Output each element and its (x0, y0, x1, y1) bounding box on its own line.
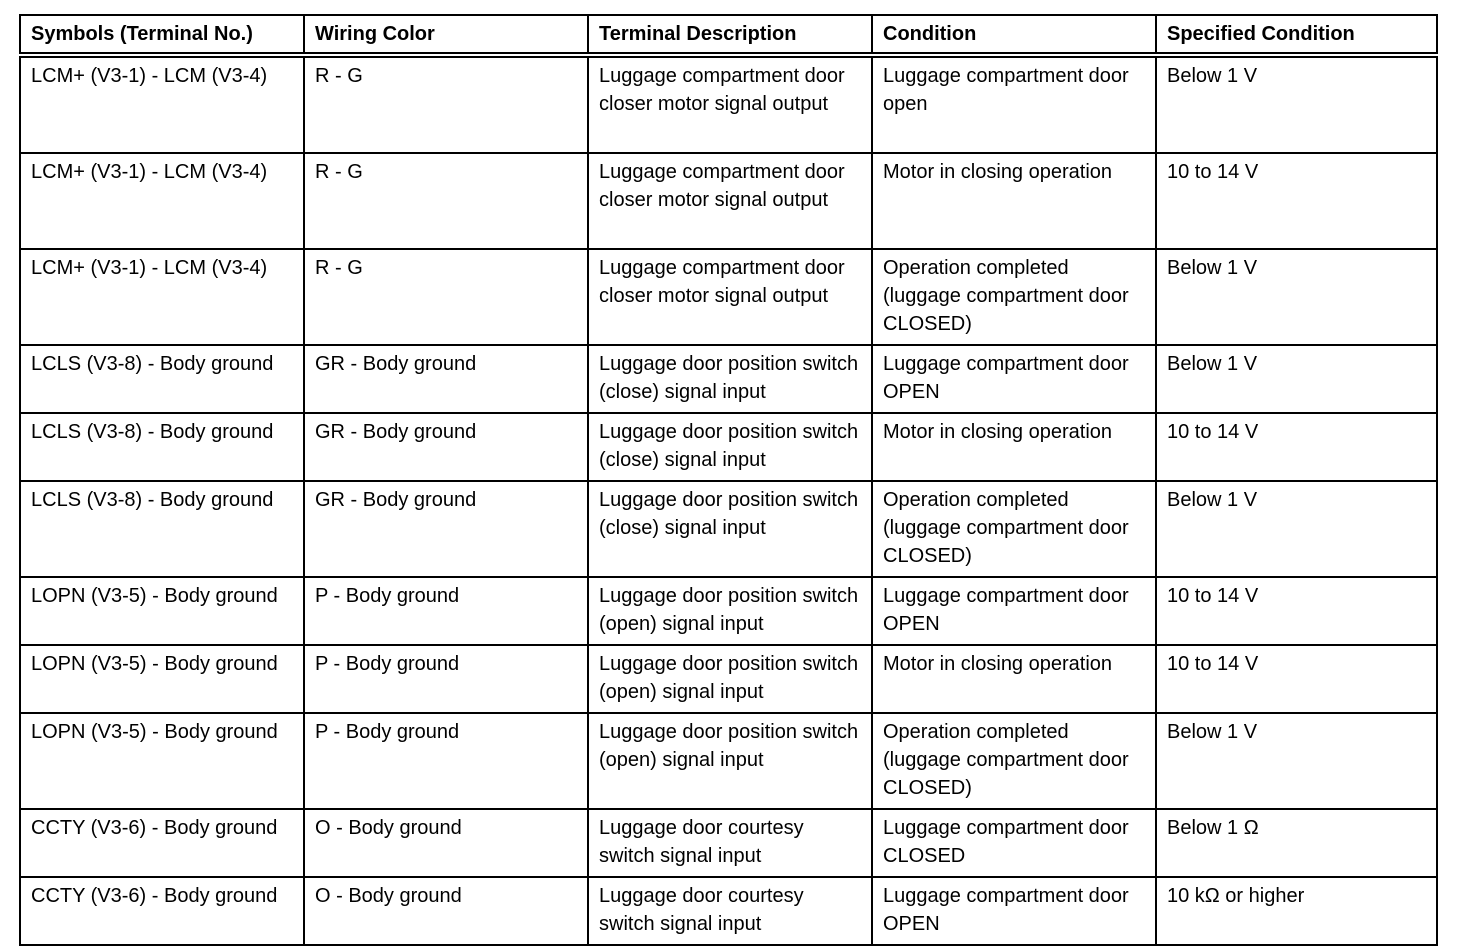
cell-terminal-description: Luggage door position switch (close) signal input (588, 481, 872, 577)
cell-terminal-description: Luggage door position switch (close) signal input (588, 413, 872, 481)
cell-specified-condition: 10 to 14 V (1156, 645, 1437, 713)
cell-wiring-color: O - Body ground (304, 809, 588, 877)
cell-terminal-description: Luggage compartment door closer motor signal output (588, 249, 872, 345)
cell-wiring-color: R - G (304, 249, 588, 345)
terminal-spec-table (19, 14, 1438, 946)
cell-terminal-description: Luggage door courtesy switch signal input (588, 877, 872, 945)
table-row (20, 577, 1437, 645)
table-row (20, 809, 1437, 877)
cell-wiring-color: GR - Body ground (304, 345, 588, 413)
header-terminal-description: Terminal Description (588, 15, 872, 55)
cell-wiring-color: GR - Body ground (304, 413, 588, 481)
cell-terminal-description: Luggage door position switch (close) signal input (588, 345, 872, 413)
cell-symbols: LCM+ (V3-1) - LCM (V3-4) (20, 249, 304, 345)
table-header (20, 15, 1437, 55)
cell-condition: Luggage compartment door OPEN (872, 877, 1156, 945)
cell-terminal-description: Luggage door position switch (open) signal input (588, 713, 872, 809)
header-wiring-color: Wiring Color (304, 15, 588, 55)
header-symbols: Symbols (Terminal No.) (20, 15, 304, 55)
cell-symbols: CCTY (V3-6) - Body ground (20, 877, 304, 945)
cell-terminal-description: Luggage compartment door closer motor signal output (588, 55, 872, 153)
header-specified-condition: Specified Condition (1156, 15, 1437, 55)
cell-condition: Luggage compartment door CLOSED (872, 809, 1156, 877)
cell-symbols: LCLS (V3-8) - Body ground (20, 481, 304, 577)
table-row (20, 645, 1437, 713)
header-condition: Condition (872, 15, 1156, 55)
cell-specified-condition: Below 1 V (1156, 55, 1437, 153)
cell-condition: Operation completed (luggage compartment door CLOSED) (872, 481, 1156, 577)
table-row (20, 713, 1437, 809)
cell-specified-condition: 10 to 14 V (1156, 577, 1437, 645)
table-body (20, 55, 1437, 945)
cell-wiring-color: P - Body ground (304, 577, 588, 645)
cell-terminal-description: Luggage compartment door closer motor signal output (588, 153, 872, 249)
cell-symbols: LCLS (V3-8) - Body ground (20, 413, 304, 481)
cell-condition: Operation completed (luggage compartment door CLOSED) (872, 249, 1156, 345)
table-row (20, 55, 1437, 153)
cell-condition: Motor in closing operation (872, 413, 1156, 481)
cell-symbols: LOPN (V3-5) - Body ground (20, 713, 304, 809)
cell-wiring-color: GR - Body ground (304, 481, 588, 577)
cell-condition: Luggage compartment door OPEN (872, 577, 1156, 645)
cell-symbols: LCLS (V3-8) - Body ground (20, 345, 304, 413)
cell-symbols: CCTY (V3-6) - Body ground (20, 809, 304, 877)
cell-terminal-description: Luggage door courtesy switch signal input (588, 809, 872, 877)
cell-symbols: LOPN (V3-5) - Body ground (20, 577, 304, 645)
cell-specified-condition: 10 to 14 V (1156, 413, 1437, 481)
table-row (20, 153, 1437, 249)
cell-condition: Luggage compartment door OPEN (872, 345, 1156, 413)
cell-wiring-color: P - Body ground (304, 645, 588, 713)
cell-specified-condition: Below 1 V (1156, 345, 1437, 413)
cell-terminal-description: Luggage door position switch (open) signal input (588, 577, 872, 645)
table-row (20, 249, 1437, 345)
cell-symbols: LCM+ (V3-1) - LCM (V3-4) (20, 55, 304, 153)
cell-specified-condition: 10 kΩ or higher (1156, 877, 1437, 945)
table-row (20, 481, 1437, 577)
cell-specified-condition: Below 1 V (1156, 481, 1437, 577)
cell-condition: Operation completed (luggage compartment door CLOSED) (872, 713, 1156, 809)
cell-condition: Motor in closing operation (872, 645, 1156, 713)
cell-specified-condition: Below 1 V (1156, 249, 1437, 345)
cell-wiring-color: R - G (304, 55, 588, 153)
header-row (20, 15, 1437, 55)
table-row (20, 877, 1437, 945)
cell-wiring-color: P - Body ground (304, 713, 588, 809)
cell-terminal-description: Luggage door position switch (open) signal input (588, 645, 872, 713)
cell-symbols: LOPN (V3-5) - Body ground (20, 645, 304, 713)
cell-wiring-color: O - Body ground (304, 877, 588, 945)
cell-condition: Motor in closing operation (872, 153, 1156, 249)
cell-condition: Luggage compartment door open (872, 55, 1156, 153)
cell-symbols: LCM+ (V3-1) - LCM (V3-4) (20, 153, 304, 249)
table-row (20, 345, 1437, 413)
cell-wiring-color: R - G (304, 153, 588, 249)
cell-specified-condition: 10 to 14 V (1156, 153, 1437, 249)
cell-specified-condition: Below 1 V (1156, 713, 1437, 809)
table-row (20, 413, 1437, 481)
cell-specified-condition: Below 1 Ω (1156, 809, 1437, 877)
